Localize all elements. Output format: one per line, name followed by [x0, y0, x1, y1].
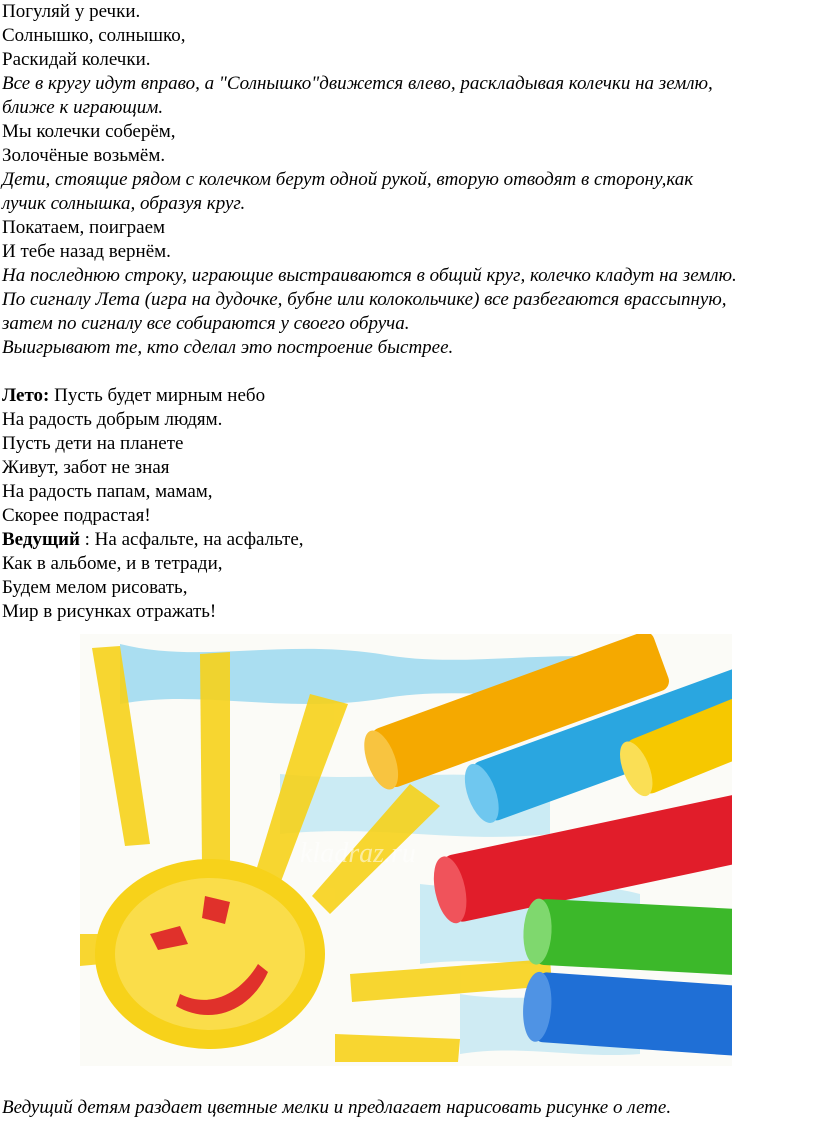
summer-speech-line5: На радость папам, мамам, — [2, 481, 213, 502]
summer-speech-line4: Живут, забот не зная — [2, 457, 170, 478]
host-speech-text: : На асфальте, на асфальте, — [79, 529, 304, 550]
summer-speech-text: Пусть будет мирным небо — [49, 385, 266, 406]
summer-speech-line3: Пусть дети на планете — [2, 433, 184, 454]
instruction2-line1: Дети, стоящие рядом с колечком берут одной рукой, вторую отводят в сторону,как — [2, 169, 694, 190]
watermark-text: kladraz.ru — [300, 838, 416, 869]
verse1-line2: Солнышко, солнышко, — [2, 25, 186, 46]
instruction1-line1: Все в кругу идут вправо, а "Солнышко"движется влево, раскладывая колечки на землю, — [2, 73, 713, 94]
instruction3-line1: На последнюю строку, играющие выстраиваются в общий круг, колечко кладут на землю. — [2, 265, 737, 286]
summer-speech-line6: Скорее подрастая! — [2, 505, 151, 526]
summer-speaker-label: Лето: — [2, 385, 50, 406]
verse3-line1: Покатаем, поиграем — [2, 217, 166, 238]
instruction1-line2: ближе к играющим. — [2, 97, 164, 118]
host-speech-line4: Мир в рисунках отражать! — [2, 601, 217, 622]
host-speaker-label: Ведущий — [2, 529, 80, 550]
verse2-line2: Золочёные возьмём. — [2, 145, 166, 166]
host-speech-line3: Будем мелом рисовать, — [2, 577, 188, 598]
crayon-green — [522, 898, 732, 976]
instruction3-line3: затем по сигналу все собираются у своего обруча. — [2, 313, 410, 334]
summer-speech-line1 — [2, 384, 265, 408]
verse1-line3: Раскидай колечки. — [2, 49, 151, 70]
instruction3-line2: По сигналу Лета (игра на дудочке, бубне или колокольчике) все разбегаются врассыпную, — [2, 289, 727, 310]
instruction2-line2: лучик солнышка, образуя круг. — [2, 193, 246, 214]
verse3-line2: И тебе назад вернём. — [2, 241, 171, 262]
summer-speech-line2: На радость добрым людям. — [2, 409, 223, 430]
closing-line: Ведущий детям раздает цветные мелки и предлагает нарисовать рисунке о лете. — [2, 1097, 672, 1118]
crayon-sun-illustration — [80, 634, 732, 1066]
instruction3-line4: Выигрывают те, кто сделал это построение быстрее. — [2, 337, 454, 358]
host-speech-line1 — [2, 528, 304, 552]
host-speech-line2: Как в альбоме, и в тетради, — [2, 553, 223, 574]
verse1-line1: Погуляй у речки. — [2, 1, 141, 22]
verse2-line1: Мы колечки соберём, — [2, 121, 176, 142]
